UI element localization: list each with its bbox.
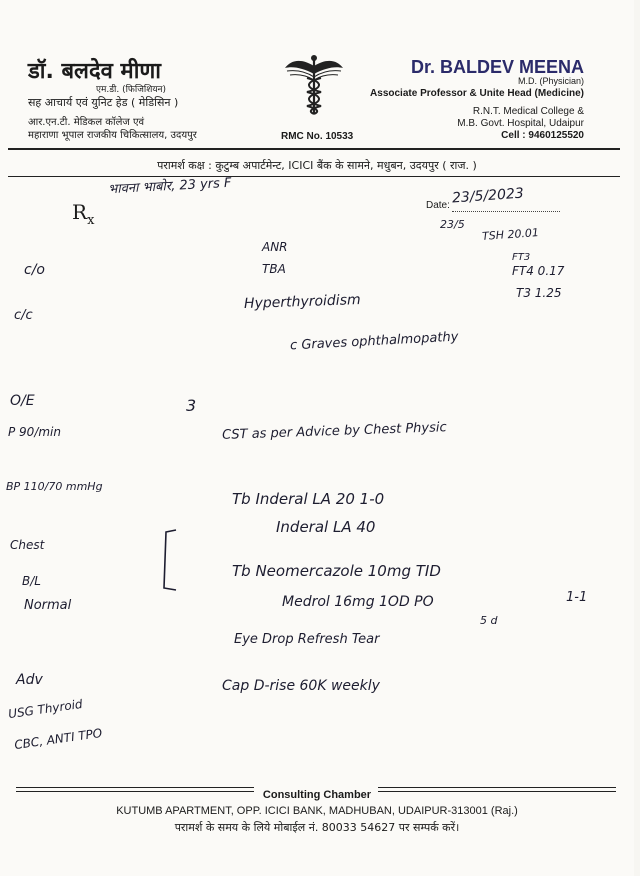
vitals-a: 23/5: [440, 218, 465, 231]
lab-tsh: TSH 20.01: [481, 226, 540, 243]
medicine-1: Tb Inderal LA 20 1-0: [232, 490, 385, 508]
chest-finding-1: B/L: [22, 574, 41, 588]
doctor-degree-hindi: एम.डी. (फिजिशियन): [96, 85, 167, 95]
rmc-number: RMC No. 10533: [281, 131, 354, 142]
complaint-label: c/o: [24, 262, 45, 278]
rx-symbol: $R_x$: [72, 200, 95, 228]
medicine-3: Medrol 16mg 1OD PO: [282, 594, 434, 610]
medicine-5: Cap D-rise 60K weekly: [222, 678, 380, 694]
advice-line: CST as per Advice by Chest Physic: [221, 420, 447, 443]
footer-rule-right-1: [378, 787, 616, 788]
bracket-mark: [160, 528, 180, 592]
history-tba: TBA: [262, 262, 286, 276]
doctor-degree-english: M.D. (Physician): [517, 76, 584, 86]
date-label: Date:: [426, 200, 450, 211]
medicine-3-duration: 5 d: [480, 614, 498, 627]
consult-address: परामर्श कक्ष : कुटुम्ब अपार्टमेन्ट, ICICI बैंक के सामने, मधुबन, उदयपुर ( राज. ): [157, 159, 477, 172]
doctor-position-hindi: सह आचार्य एवं युनिट हेड ( मेडिसिन ): [28, 96, 179, 109]
lab-t3: T3 1.25: [516, 286, 562, 300]
college-line2-hindi: महाराणा भूपाल राजकीय चिकित्सालय, उदयपुर: [28, 130, 197, 141]
left-note-cc: c/c: [14, 308, 33, 323]
prescription-date: 23/5/2023: [451, 185, 525, 207]
history-anr: ANR: [262, 240, 288, 254]
exam-label: O/E: [10, 393, 35, 409]
lab-ft4: FT4 0.17: [512, 264, 565, 278]
college-line2-english: M.B. Govt. Hospital, Udaipur: [457, 118, 584, 129]
footer-rule-left-1: [16, 787, 254, 788]
medicine-4: Eye Drop Refresh Tear: [234, 632, 380, 647]
doctor-name-english: Dr. BALDEV MEENA: [410, 57, 584, 77]
chest-exam: Chest: [10, 538, 45, 552]
date-line: [452, 211, 560, 212]
diagnosis-2: c Graves ophthalmopathy: [289, 329, 459, 354]
doctor-name-hindi: डॉ. बलदेव मीणा: [28, 59, 161, 84]
advice-title: Adv: [16, 672, 43, 688]
doctor-position-english: Associate Professor & Unite Head (Medicine): [370, 88, 584, 99]
blood-pressure: BP 110/70 mmHg: [6, 480, 103, 493]
diagnosis-1: Hyperthyroidism: [243, 291, 361, 313]
college-line1-hindi: आर.एन.टी. मेडिकल कॉलेज एवं: [28, 117, 145, 128]
college-line1-english: R.N.T. Medical College &: [472, 106, 584, 117]
footer-phone: परामर्श के समय के लिये मोबाईल नं. 80033 54627 पर सम्पर्क करें।: [174, 821, 460, 834]
advice-usg: USG Thyroid: [7, 696, 84, 722]
patient-details: भावना भाबोर, 23 yrs F: [107, 175, 232, 198]
header-divider: [8, 148, 620, 150]
lab-ft3: FT3: [512, 252, 531, 263]
doctor-cell: Cell : 9460125520: [501, 130, 584, 141]
chest-finding-2: Normal: [24, 598, 72, 613]
footer-title: Consulting Chamber: [262, 789, 372, 801]
address-divider: [8, 176, 620, 177]
medicine-3-dose: 1-1: [566, 590, 588, 605]
pulse: P 90/min: [8, 425, 61, 439]
footer-address: KUTUMB APARTMENT, OPP. ICICI BANK, MADHUBAN, UDAIPUR-313001 (Raj.): [116, 805, 518, 817]
medicine-1b: Inderal LA 40: [276, 518, 376, 536]
medicine-2: Tb Neomercazole 10mg TID: [232, 562, 441, 580]
advice-mark: 3: [186, 396, 197, 415]
advice-blood: CBC, ANTI TPO: [13, 725, 104, 753]
caduceus-icon: [283, 52, 345, 116]
